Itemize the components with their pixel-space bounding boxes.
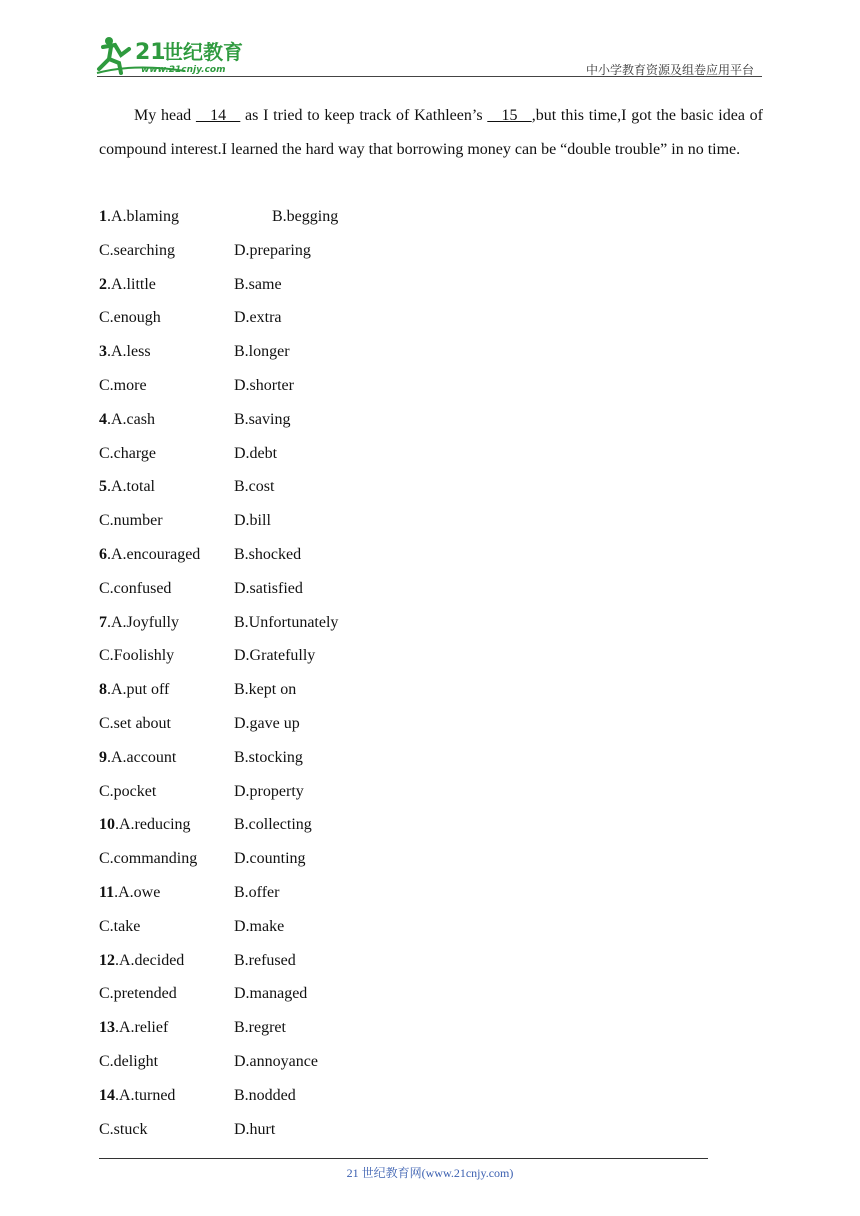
option-b: B.Unfortunately	[234, 613, 339, 631]
option-a-text: .A.decided	[115, 951, 185, 969]
option-a-text: .A.reducing	[115, 816, 191, 834]
option-a	[99, 808, 191, 842]
option-a	[99, 403, 155, 437]
question-number: 11	[99, 883, 115, 901]
option-a	[99, 268, 156, 302]
option-d: D.hurt	[234, 1120, 276, 1138]
option-a-text: .A.cash	[107, 410, 155, 428]
platform-name: 中小学教育资源及组卷应用平台	[585, 63, 754, 77]
option-b: B.cost	[234, 478, 275, 496]
option-d: D.property	[234, 782, 304, 800]
option-b: B.kept on	[234, 681, 297, 699]
question-row-cd	[99, 437, 763, 471]
option-d: D.make	[234, 917, 285, 935]
option-c: C.commanding	[99, 850, 198, 868]
option-a-text: .A.account	[107, 748, 177, 766]
question-number: 9	[99, 748, 107, 766]
svg-text:www.21cnjy.com: www.21cnjy.com	[141, 65, 226, 75]
option-a-text: .A.put off	[107, 681, 170, 699]
option-a-text: .A.Joyfully	[107, 613, 179, 631]
option-a-text: .A.encouraged	[107, 545, 201, 563]
site-logo	[95, 33, 265, 77]
option-a	[99, 741, 176, 775]
passage-text-1: My head	[134, 107, 196, 124]
option-a	[99, 673, 169, 707]
option-a	[99, 335, 151, 369]
question-number: 3	[99, 343, 107, 361]
option-a	[99, 606, 179, 640]
page-header	[0, 0, 860, 80]
option-d: D.Gratefully	[234, 647, 316, 665]
option-b: B.shocked	[234, 545, 302, 563]
option-d: D.satisfied	[234, 579, 303, 597]
blank-15: 15	[487, 107, 532, 124]
option-a	[99, 1079, 175, 1113]
header-divider	[97, 76, 762, 77]
question-number: 5	[99, 478, 107, 496]
option-b: B.longer	[234, 343, 290, 361]
option-a-text: .A.less	[107, 343, 151, 361]
question-row-cd	[99, 639, 763, 673]
question-row-ab	[99, 673, 763, 707]
option-c: C.more	[99, 376, 147, 394]
option-c: C.stuck	[99, 1120, 148, 1138]
option-d: D.managed	[234, 985, 308, 1003]
question-row-cd	[99, 842, 763, 876]
option-a-text: .A.relief	[115, 1019, 169, 1037]
question-number: 7	[99, 613, 107, 631]
passage-paragraph	[99, 99, 763, 167]
question-row-ab	[99, 876, 763, 910]
question-row-ab	[99, 335, 763, 369]
option-c: C.Foolishly	[99, 647, 175, 665]
option-c: C.charge	[99, 444, 157, 462]
option-b: B.offer	[234, 883, 280, 901]
option-b: B.nodded	[234, 1086, 296, 1104]
question-number: 6	[99, 545, 107, 563]
option-a	[99, 944, 184, 978]
question-row-ab	[99, 200, 763, 234]
option-a-text: .A.turned	[115, 1086, 176, 1104]
option-a	[99, 200, 179, 234]
option-d: D.annoyance	[234, 1052, 318, 1070]
option-c: C.searching	[99, 241, 175, 259]
option-a	[99, 876, 160, 910]
question-row-ab	[99, 808, 763, 842]
passage-text-2: as I tried to keep track of Kathleen’s	[240, 107, 488, 124]
question-row-ab	[99, 944, 763, 978]
question-row-cd	[99, 234, 763, 268]
question-row-ab	[99, 606, 763, 640]
question-row-cd	[99, 910, 763, 944]
option-d: D.extra	[234, 309, 282, 327]
option-a	[99, 538, 200, 572]
option-d: D.shorter	[234, 376, 294, 394]
option-c: C.pocket	[99, 782, 157, 800]
option-c: C.pretended	[99, 985, 177, 1003]
question-row-cd	[99, 301, 763, 335]
question-row-cd	[99, 369, 763, 403]
footer-divider	[99, 1158, 708, 1159]
svg-text:21: 21	[135, 40, 166, 65]
option-a-text: .A.owe	[114, 883, 161, 901]
option-b: B.collecting	[234, 816, 312, 834]
option-c: C.set about	[99, 714, 171, 732]
option-c: C.confused	[99, 579, 172, 597]
question-number: 4	[99, 410, 107, 428]
question-row-ab	[99, 741, 763, 775]
question-number: 14	[99, 1086, 115, 1104]
question-row-cd	[99, 1113, 763, 1147]
option-a-text: .A.little	[107, 275, 156, 293]
option-c: C.take	[99, 917, 141, 935]
question-options-list	[99, 200, 763, 1146]
option-b: B.stocking	[234, 748, 303, 766]
question-row-ab	[99, 1011, 763, 1045]
question-row-ab	[99, 403, 763, 437]
question-row-cd	[99, 1045, 763, 1079]
option-c: C.delight	[99, 1052, 159, 1070]
question-row-cd	[99, 707, 763, 741]
option-c: C.number	[99, 512, 163, 530]
option-a-text: .A.total	[107, 478, 155, 496]
option-d: D.preparing	[234, 241, 311, 259]
page-footer: 21 世纪教育网(www.21cnjy.com)	[346, 1166, 514, 1180]
question-row-cd	[99, 572, 763, 606]
option-a	[99, 470, 155, 504]
passage-text-3: ,but this time,I got the basic idea of compound interest.I learned the hard way that borrowing money can be “double trouble” in no time.	[99, 107, 763, 158]
option-d: D.gave up	[234, 714, 300, 732]
question-row-cd	[99, 504, 763, 538]
question-row-cd	[99, 977, 763, 1011]
option-a	[99, 1011, 168, 1045]
question-row-cd	[99, 775, 763, 809]
question-row-ab	[99, 538, 763, 572]
question-number: 10	[99, 816, 115, 834]
question-number: 1	[99, 208, 107, 225]
option-d: D.counting	[234, 850, 306, 868]
question-row-ab	[99, 268, 763, 302]
option-b: B.regret	[234, 1019, 286, 1037]
question-row-ab	[99, 1079, 763, 1113]
question-number: 13	[99, 1019, 115, 1037]
question-number: 2	[99, 275, 107, 293]
option-d: D.debt	[234, 444, 278, 462]
option-b: B.saving	[234, 410, 291, 428]
option-a-text: .A.blaming	[107, 208, 179, 225]
question-number: 12	[99, 951, 115, 969]
blank-14: 14	[195, 107, 241, 124]
option-b: B.same	[234, 275, 282, 293]
question-row-ab	[99, 470, 763, 504]
option-b: B.begging	[272, 208, 339, 225]
option-c: C.enough	[99, 309, 161, 327]
option-d: D.bill	[234, 512, 271, 530]
option-b: B.refused	[234, 951, 296, 969]
svg-text:世纪教育: 世纪教育	[163, 40, 243, 64]
question-number: 8	[99, 681, 107, 699]
